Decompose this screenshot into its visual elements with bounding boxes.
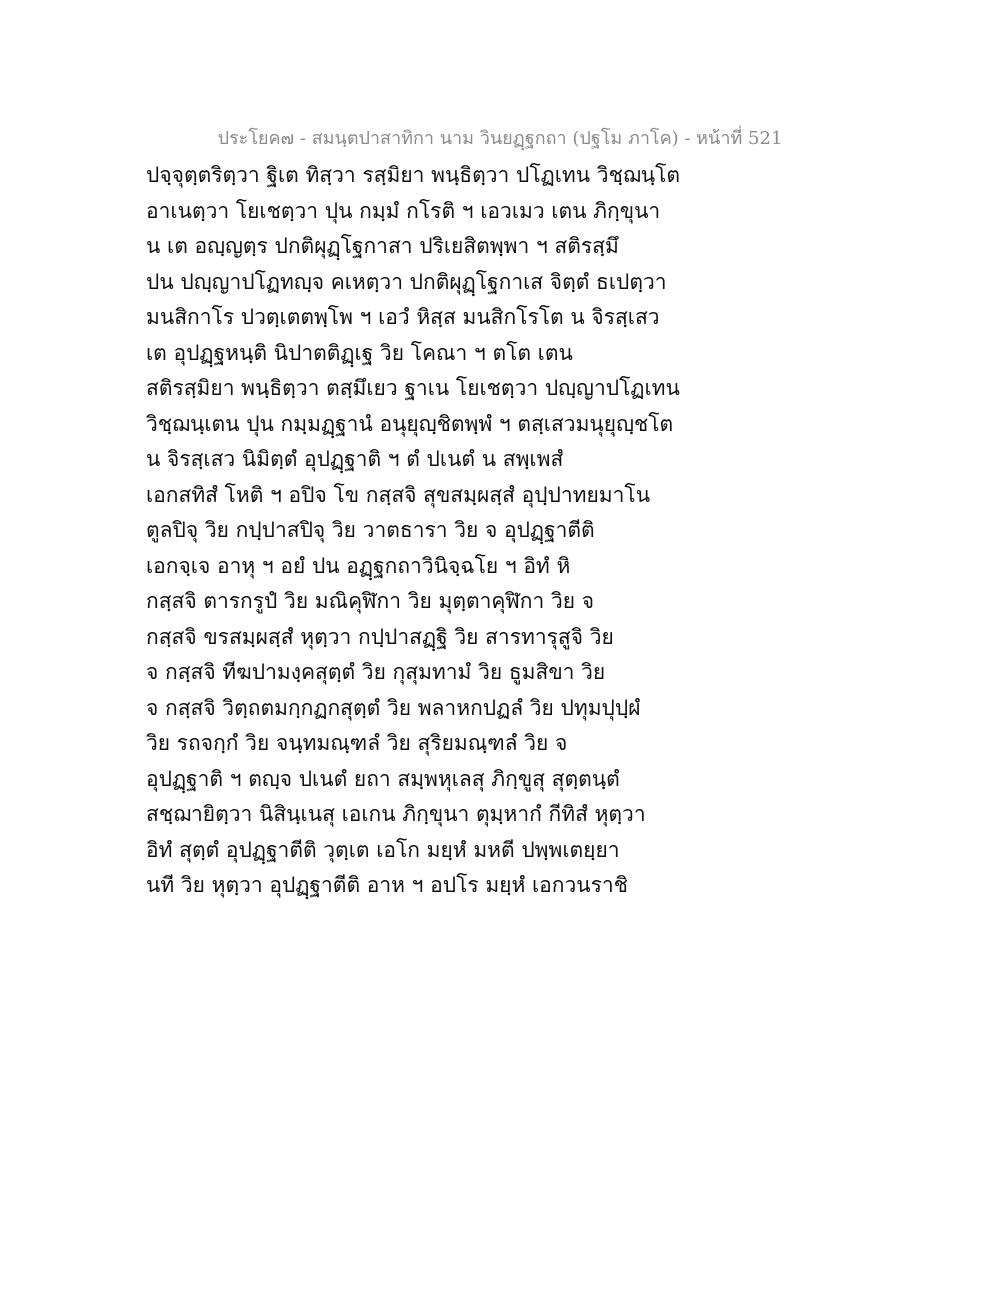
text-line: กสฺสจิ ขรสมฺผสฺสํ หุตฺวา กปฺปาสฏฺฐิ วิย สารทารุสูจิ วิย [146, 624, 614, 649]
text-line: เอกจฺเจ อาหุ ฯ อยํ ปน อฏฺฐกถาวินิจฺฉโย ฯ อิทํ หิ [146, 553, 571, 578]
page-header: ประโยค๗ - สมนฺตปาสาทิกา นาม วินยฏฺฐกถา (ปฐโม ภาโค) - หน้าที่ 521 [217, 128, 783, 149]
text-line: สติรสฺมิยา พนฺธิตฺวา ตสฺมึเยว ฐาเน โยเชตฺวา ปญฺญาปโฏเทน [146, 376, 680, 400]
text-line: เต อุปฏฺฐหนฺติ นิปาตติฏฺเฐ วิย โคณา ฯ ตโต เตน [146, 340, 573, 365]
text-line: อิทํ สุตฺตํ อุปฏฺฐาตีติ วุตฺเต เอโก มยฺหํ มหตี ปพฺพเตยฺยา [146, 837, 620, 862]
text-line: ตูลปิจุ วิย กปฺปาสปิจุ วิย วาตธารา วิย จ อุปฏฺฐาตีติ [146, 518, 595, 542]
text-line: จ กสฺสจิ ทีฆปามงฺคสุตฺตํ วิย กุสุมทามํ วิย ธูมสิขา วิย [146, 660, 606, 684]
text-line: น จิรสฺเสว นิมิตฺตํ อุปฏฺฐาติ ฯ ตํ ปเนตํ น สพฺเพสํ [146, 447, 564, 471]
text-line: มนสิกาโร ปวตฺเตตพฺโพ ฯ เอวํ หิสฺส มนสิกโรโต น จิรสฺเสว [146, 305, 660, 329]
text-line: ปจฺจุตฺตริตฺวา ฐิเต ทิสฺวา รสฺมิยา พนฺธิตฺวา ปโฏเทน วิชฺฌนฺโต [146, 163, 681, 187]
text-line: อุปฏฺฐาติ ฯ ตญฺจ ปเนตํ ยถา สมฺพหุเลสุ ภิกฺขูสุ สุตฺตนฺตํ [146, 766, 620, 791]
text-line: วิชฺฌนฺเตน ปุน กมฺมฏฺฐานํ อนุยุญฺชิตพฺพํ ฯ ตสฺเสวมนุยุญฺชโต [146, 411, 674, 436]
text-line: กสฺสจิ ตารกรูปํ วิย มณิคุฬิกา วิย มุตฺตาคุฬิกา วิย จ [146, 589, 595, 613]
text-line: อาเนตฺวา โยเชตฺวา ปุน กมฺมํ กโรติ ฯ เอวเมว เตน ภิกฺขุนา [146, 198, 661, 223]
text-line: น เต อญฺญตฺร ปกติผุฏฺโฐกาสา ปริเยสิตพฺพา ฯ สติรสฺมึ [146, 234, 619, 258]
text-line: วิย รถจกฺกํ วิย จนฺทมณฺฑลํ วิย สุริยมณฺฑลํ วิย จ [146, 731, 568, 755]
text-line: เอกสทิสํ โหติ ฯ อปิจ โข กสฺสจิ สุขสมฺผสฺสํ อุปฺปาทยมาโน [146, 482, 651, 507]
text-line: จ กสฺสจิ วิตฺถตมกฺกฏกสุตฺตํ วิย พลาหกปฏลํ วิย ปทุมปุปฺผํ [146, 695, 641, 720]
text-line: นที วิย หุตฺวา อุปฏฺฐาตีติ อาห ฯ อปโร มยฺหํ เอกวนราชิ [146, 873, 628, 897]
text-line: สชฺฌายิตฺวา นิสินฺเนสุ เอเกน ภิกฺขุนา ตุมฺหากํ กีทิสํ หุตฺวา [146, 802, 646, 826]
body-text [146, 158, 846, 904]
text-line: ปน ปญฺญาปโฏทญฺจ คเหตฺวา ปกติผุฏฺโฐกาเส จิตฺตํ ธเปตฺวา [146, 269, 667, 294]
